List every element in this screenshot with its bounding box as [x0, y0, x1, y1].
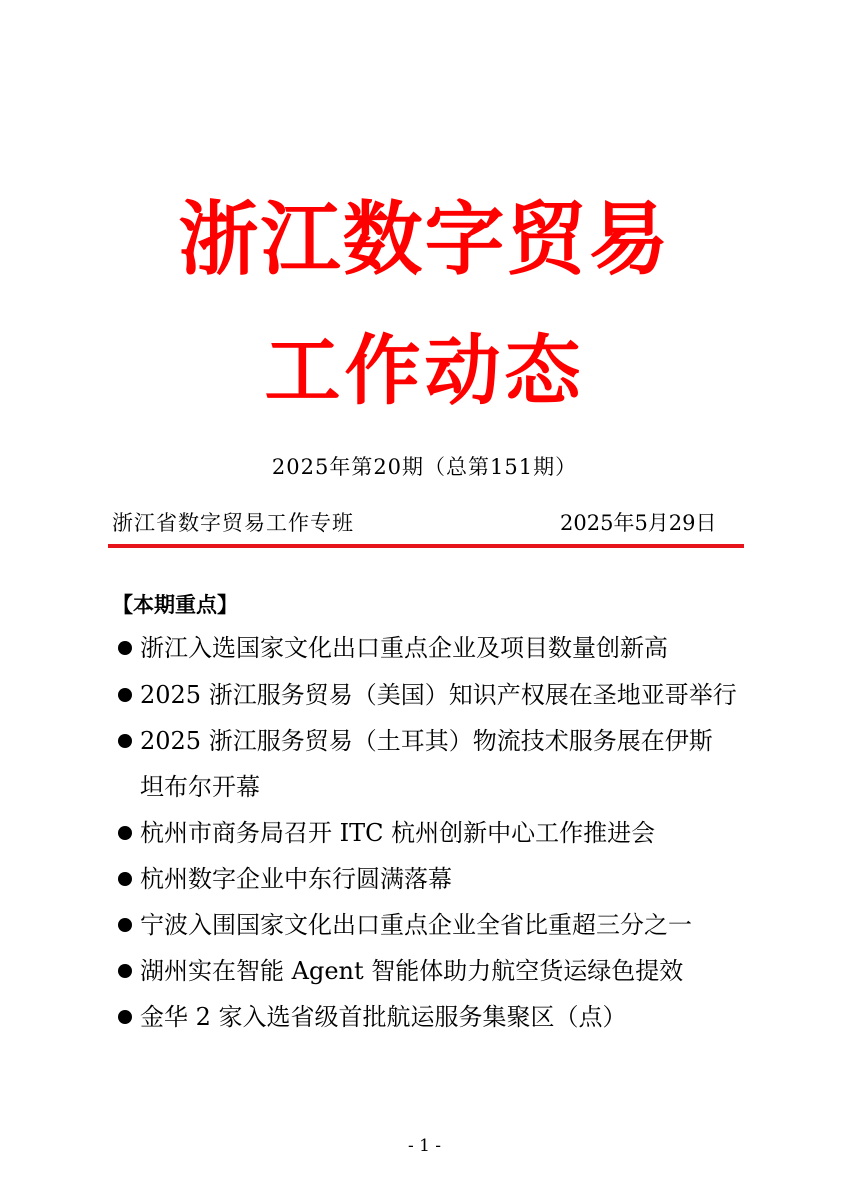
highlight-item: 杭州市商务局召开 ITC 杭州创新中心工作推进会: [140, 819, 656, 847]
highlight-item: 宁波入围国家文化出口重点企业全省比重超三分之一: [140, 911, 692, 939]
red-header-rule: [108, 544, 744, 548]
bullet-icon: [118, 918, 132, 932]
highlight-item: 2025 浙江服务贸易（美国）知识产权展在圣地亚哥举行: [140, 681, 737, 709]
document-title-line-1: 浙江数字贸易: [178, 193, 671, 286]
highlight-item: 浙江入选国家文化出口重点企业及项目数量创新高: [140, 634, 668, 662]
issue-date: 2025年5月29日: [560, 511, 717, 535]
highlights-heading: 【本期重点】: [112, 593, 238, 617]
page-number: - 1 -: [407, 1136, 442, 1156]
bullet-icon: [118, 734, 132, 748]
highlight-item: 湖州实在智能 Agent 智能体助力航空货运绿色提效: [140, 957, 684, 985]
highlight-item: 金华 2 家入选省级首批航运服务集聚区（点）: [140, 1003, 627, 1031]
bullet-icon: [118, 964, 132, 978]
bullet-icon: [118, 826, 132, 840]
issue-number: 2025年第20期（总第151期）: [271, 455, 578, 479]
bullet-icon: [118, 1010, 132, 1024]
bullet-icon: [118, 641, 132, 655]
issuing-organization: 浙江省数字贸易工作专班: [112, 511, 354, 535]
bullet-icon: [118, 688, 132, 702]
highlight-item-continuation: 坦布尔开幕: [140, 773, 260, 801]
highlight-item: 2025 浙江服务贸易（土耳其）物流技术服务展在伊斯: [140, 727, 713, 755]
document-title-line-2: 工作动态: [264, 326, 585, 415]
bullet-icon: [118, 872, 132, 886]
highlight-item: 杭州数字企业中东行圆满落幕: [140, 865, 452, 893]
